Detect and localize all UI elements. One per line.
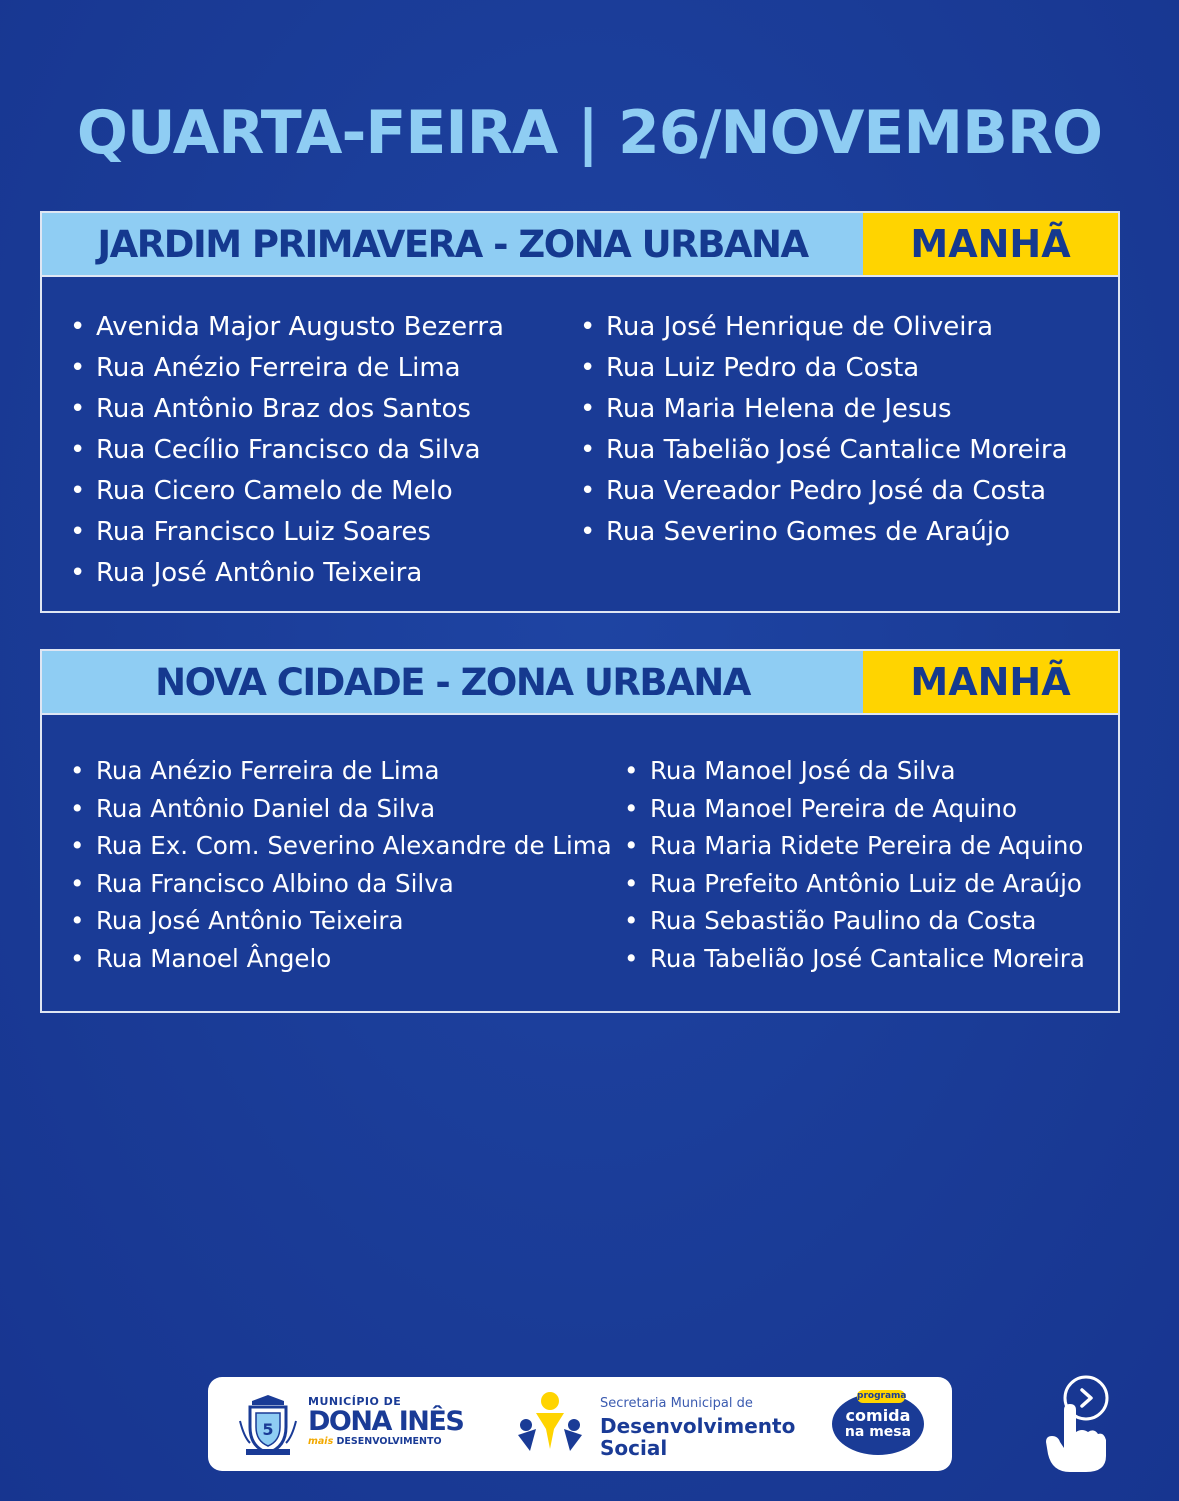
- svg-text:5: 5: [262, 1420, 274, 1439]
- swipe-hand-icon[interactable]: [1040, 1370, 1120, 1474]
- municipio-small-label: MUNICÍPIO DE: [308, 1395, 402, 1408]
- municipal-crest-icon: [236, 1391, 300, 1457]
- list-item: • Rua Manoel Pereira de Aquino: [624, 790, 1085, 828]
- street-list-left: [70, 752, 612, 977]
- list-item: • Rua Francisco Albino da Silva: [70, 865, 612, 903]
- schedule-card-jardim-primavera: [40, 211, 1120, 613]
- list-item: • Rua Severino Gomes de Araújo: [580, 512, 1068, 553]
- list-item: • Rua Francisco Luiz Soares: [70, 512, 504, 553]
- zone-label: NOVA CIDADE - ZONA URBANA: [42, 651, 863, 713]
- card-header: [42, 651, 1118, 715]
- list-item: • Avenida Major Augusto Bezerra: [70, 307, 504, 348]
- municipio-tagline-em: mais: [308, 1436, 334, 1447]
- list-item: • Rua Tabelião José Cantalice Moreira: [580, 430, 1068, 471]
- list-item: • Rua Antônio Daniel da Silva: [70, 790, 612, 828]
- municipio-logo-text: [308, 1395, 463, 1447]
- card-header: [42, 213, 1118, 277]
- list-item: • Rua Cicero Camelo de Melo: [70, 471, 504, 512]
- street-list-right: [624, 752, 1085, 977]
- secretaria-line2: Social: [600, 1436, 668, 1460]
- list-item: • Rua Maria Helena de Jesus: [580, 389, 1068, 430]
- list-item: • Rua Manoel José da Silva: [624, 752, 1085, 790]
- footer-logos-bar: [208, 1377, 952, 1471]
- secretaria-line1: Desenvolvimento: [600, 1414, 796, 1438]
- street-list-right: [580, 307, 1068, 553]
- list-item: • Rua Luiz Pedro da Costa: [580, 348, 1068, 389]
- municipio-tagline-text: DESENVOLVIMENTO: [336, 1436, 442, 1447]
- secretaria-small-label: Secretaria Municipal de: [600, 1396, 753, 1411]
- zone-label: JARDIM PRIMAVERA - ZONA URBANA: [42, 213, 863, 275]
- period-badge: MANHÃ: [863, 651, 1118, 713]
- list-item: • Rua Sebastião Paulino da Costa: [624, 902, 1085, 940]
- list-item: • Rua Ex. Com. Severino Alexandre de Lima: [70, 827, 612, 865]
- comida-na-mesa-logo: [832, 1393, 924, 1455]
- page-title: QUARTA-FEIRA | 26/NOVEMBRO: [76, 98, 1103, 168]
- list-item: • Rua José Antônio Teixeira: [70, 553, 504, 594]
- people-community-icon: [514, 1389, 586, 1459]
- period-badge: MANHÃ: [863, 213, 1118, 275]
- list-item: • Rua Vereador Pedro José da Costa: [580, 471, 1068, 512]
- schedule-card-nova-cidade: [40, 649, 1120, 1013]
- municipio-name: DONA INÊS: [308, 1406, 464, 1437]
- list-item: • Rua José Antônio Teixeira: [70, 902, 612, 940]
- street-list-left: [70, 307, 504, 594]
- list-item: • Rua Anézio Ferreira de Lima: [70, 752, 612, 790]
- secretaria-logo-text: [600, 1393, 795, 1459]
- list-item: • Rua Antônio Braz dos Santos: [70, 389, 504, 430]
- programa-line1: comida: [845, 1406, 911, 1425]
- programa-label: programa: [857, 1391, 907, 1401]
- list-item: • Rua Prefeito Antônio Luiz de Araújo: [624, 865, 1085, 903]
- municipio-tagline: [308, 1436, 463, 1447]
- list-item: • Rua Maria Ridete Pereira de Aquino: [624, 827, 1085, 865]
- list-item: • Rua Cecílio Francisco da Silva: [70, 430, 504, 471]
- list-item: • Rua Manoel Ângelo: [70, 940, 612, 978]
- programa-line2: na mesa: [844, 1424, 912, 1440]
- list-item: • Rua Tabelião José Cantalice Moreira: [624, 940, 1085, 978]
- list-item: • Rua José Henrique de Oliveira: [580, 307, 1068, 348]
- list-item: • Rua Anézio Ferreira de Lima: [70, 348, 504, 389]
